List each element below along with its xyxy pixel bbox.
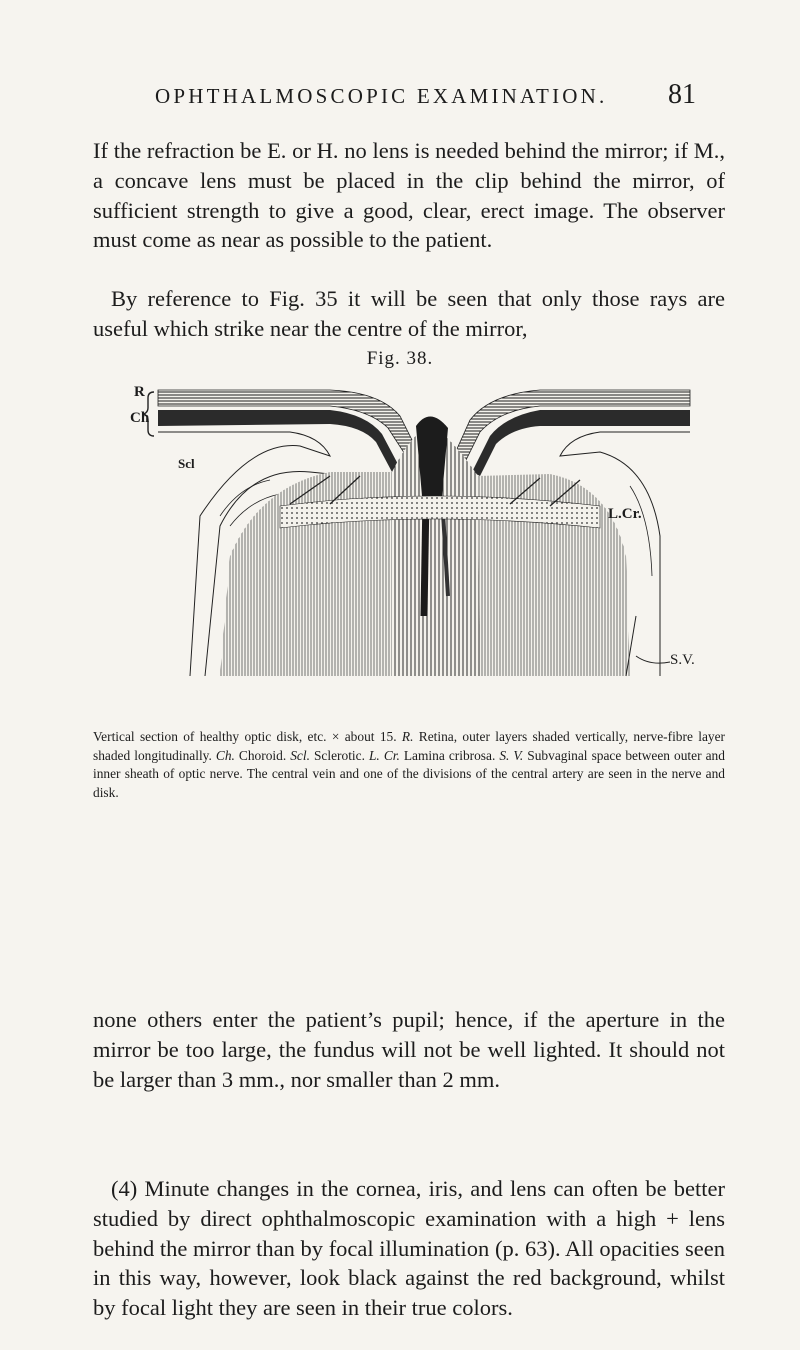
caption-l-text: Lamina cribrosa. [403, 747, 496, 763]
caption-text-2: × about 15. [331, 729, 397, 744]
label-scl: Scl [178, 456, 195, 471]
caption-r-abbr: R. [401, 729, 414, 744]
label-r: R [134, 384, 145, 400]
caption-l-abbr: L. Cr. [368, 747, 400, 763]
figure-title: Fig. 38. [366, 348, 434, 369]
caption-scl-text: Sclerotic. [313, 747, 365, 763]
optic-disk-illustration [130, 376, 700, 716]
caption-scl-abbr: Scl. [290, 747, 310, 763]
paragraph-3: none others enter the patient’s pupil; hence, if the aperture in the mirror be too large, the fundus will not be well lighted. It should not be larger than 3 mm., nor smaller than 2 mm. [93, 1007, 725, 1092]
page-header [0, 79, 800, 120]
caption-text-1: Vertical section of healthy optic disk, etc. [93, 729, 327, 744]
paragraph-4: (4) Minute changes in the cornea, iris, and lens can often be better studied by direct ophthalmoscopic examination with a high + lens behind the mirror than by focal illumination (p. 63). All opacities seen in this way, however, look black against the red background, whilst by focal light they are seen in their true colors. [93, 1176, 725, 1321]
label-sv: S.V. [670, 652, 695, 668]
paragraph-1: If the refraction be E. or H. no lens is needed behind the mirror; if M., a concave lens must be placed in the clip behind the mirror, of sufficient strength to give a good, clear, erect image. The observer must come as near as possible to the patient. [93, 138, 725, 253]
caption-ch-text: Choroid. [238, 747, 287, 763]
label-lcr: L.Cr. [608, 506, 642, 522]
caption-sv-abbr: S. V. [499, 747, 524, 763]
paragraph-2: By reference to Fig. 35 it will be seen that only those rays are useful which strike near the centre of the mirror, [93, 286, 725, 341]
optic-disk-figure [130, 376, 700, 716]
caption-ch-abbr: Ch. [215, 747, 235, 763]
figure-caption [93, 728, 725, 802]
caption-sv-text: Subvaginal space between outer and inner sheath of optic nerve. The central vein and one of the divisions of the central artery are seen in the nerve and disk. [93, 747, 725, 800]
running-head: OPHTHALMOSCOPIC EXAMINATION. [155, 84, 608, 108]
page-number: 81 [668, 79, 696, 110]
label-ch: Ch [130, 410, 150, 426]
caption-r-text: Retina, outer layers shaded vertically, nerve-fibre layer shaded longitudinally. [93, 729, 725, 763]
